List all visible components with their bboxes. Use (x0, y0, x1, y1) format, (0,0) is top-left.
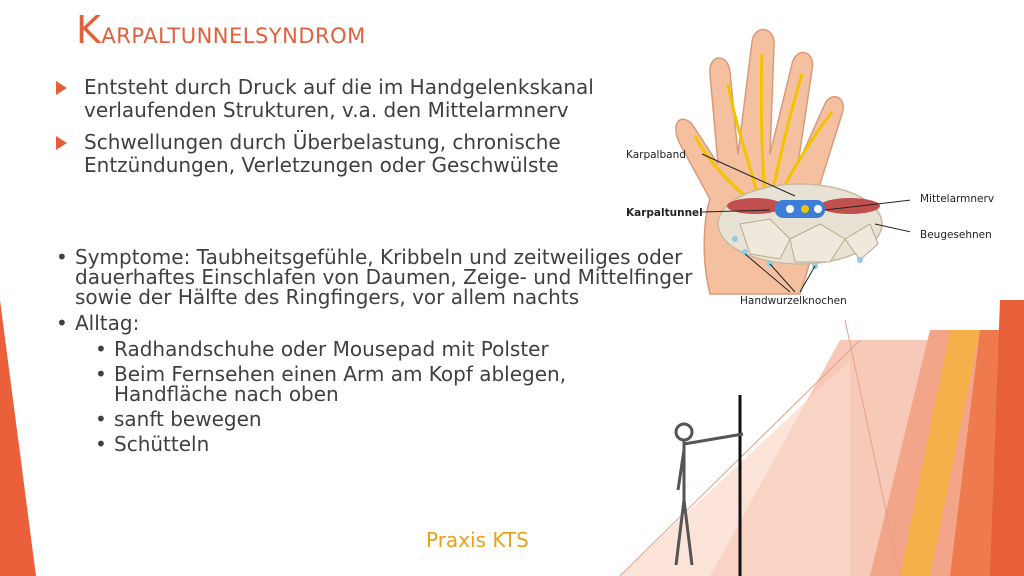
sub-bullet (52, 364, 674, 404)
bullet-dot-icon: • (56, 311, 68, 335)
arrow-bullet-text: Schwellungen durch Überbelastung, chronische Entzündungen, Verletzungen oder Geschwülste (84, 130, 561, 177)
dot-bullet (52, 247, 722, 307)
sub-bullet (52, 409, 722, 429)
dot-bullet-list (52, 247, 722, 459)
label-beugesehnen: Beugesehnen (920, 229, 992, 241)
sub-bullet-text: sanft bewegen (114, 407, 262, 431)
sub-bullet-text: Radhandschuhe oder Mousepad mit Polster (114, 337, 549, 361)
dot-bullet (52, 313, 722, 333)
title-rest: arpaltunnelsyndrom (101, 16, 366, 51)
arrow-bullet-icon (56, 136, 67, 150)
bullet-dot-icon: • (95, 362, 107, 386)
sub-bullet-text: Schütteln (114, 432, 210, 456)
bullet-dot-icon: • (56, 245, 68, 269)
arrow-bullet-list (52, 76, 612, 186)
label-karpaltunnel: Karpaltunnel (626, 207, 703, 219)
label-handwurzelknochen: Handwurzelknochen (740, 295, 847, 307)
sub-bullet-text: Beim Fernsehen einen Arm am Kopf ablegen, Handfläche nach oben (114, 362, 567, 406)
label-mittelarmnerv: Mittelarmnerv (920, 193, 995, 205)
dot-bullet-text: Symptome: Taubheitsgefühle, Kribbeln und zeitweiliges oder dauerhaftes Einschlafen von Daumen, Zeige- und Mittelfinger sowie der Hälfte des Ringfingers, vor allem nachts (75, 245, 693, 309)
title-first-letter: K (76, 8, 102, 52)
label-karpalband: Karpalband (626, 149, 686, 161)
sub-bullet (52, 339, 722, 359)
arrow-bullet-icon (56, 81, 67, 95)
arrow-bullet-text: Entsteht durch Druck auf die im Handgelenkskanal verlaufenden Strukturen, v.a. den Mittelarmnerv (84, 75, 594, 122)
footer-text: Praxis KTS (426, 528, 529, 552)
bullet-dot-icon: • (95, 407, 107, 431)
sub-bullet (52, 434, 722, 454)
bullet-dot-icon: • (95, 432, 107, 456)
left-accent-shape (0, 300, 40, 576)
bullet-dot-icon: • (95, 337, 107, 361)
arrow-bullet (52, 76, 612, 122)
arrow-bullet (52, 131, 612, 177)
dot-bullet-text: Alltag: (75, 311, 140, 335)
slide-title (76, 8, 366, 52)
